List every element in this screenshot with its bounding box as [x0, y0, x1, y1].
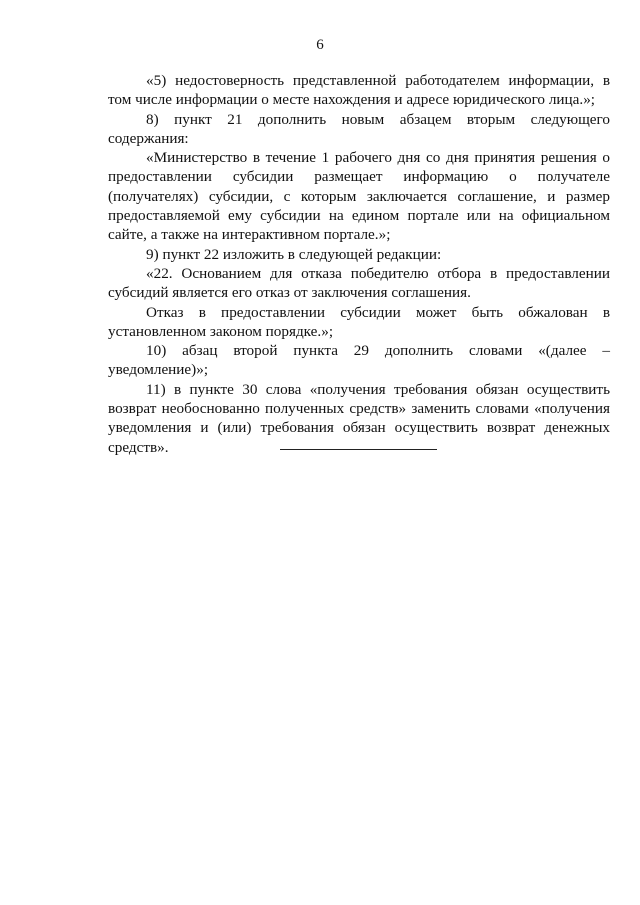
page-number: 6 — [316, 37, 324, 53]
paragraph-ministry-publication: «Министерство в течение 1 рабочего дня со дня принятия решения о предоставлении субсидии размещает информацию о получателе (получателях) субсидии, с которым заключается соглашение, и размер предоставляемой ему субсидии на едином портале или на официальном сайте, а также на интерактивном портале.»; — [108, 149, 610, 244]
paragraph-item-22-refusal-basis: «22. Основанием для отказа победителю отбора в предоставлении субсидий является его отказ от заключения соглашения. — [108, 264, 610, 302]
closing-divider-line — [280, 449, 437, 450]
paragraph-appeal: Отказ в предоставлении субсидии может быть обжалован в установленном законом порядке.»; — [108, 303, 610, 340]
paragraph-clause-8: 8) пункт 21 дополнить новым абзацем вторым следующего содержания: — [108, 110, 610, 147]
paragraph-clause-9: 9) пункт 22 изложить в следующей редакции: — [146, 245, 442, 263]
paragraph-clause-10: 10) абзац второй пункта 29 дополнить словами «(далее – уведомление)»; — [108, 342, 610, 379]
paragraph-item-5-amendment: «5) недостоверность представленной работодателем информации, в том числе информации о месте нахождения и адресе юридического лица.»; — [108, 72, 610, 109]
paragraph-clause-11: 11) в пункте 30 слова «получения требования обязан осуществить возврат необоснованно полученных средств» заменить словами «получения уведомления и (или) требования обязан осуществить возврат денежных средств». — [108, 380, 610, 456]
document-body — [108, 71, 610, 457]
